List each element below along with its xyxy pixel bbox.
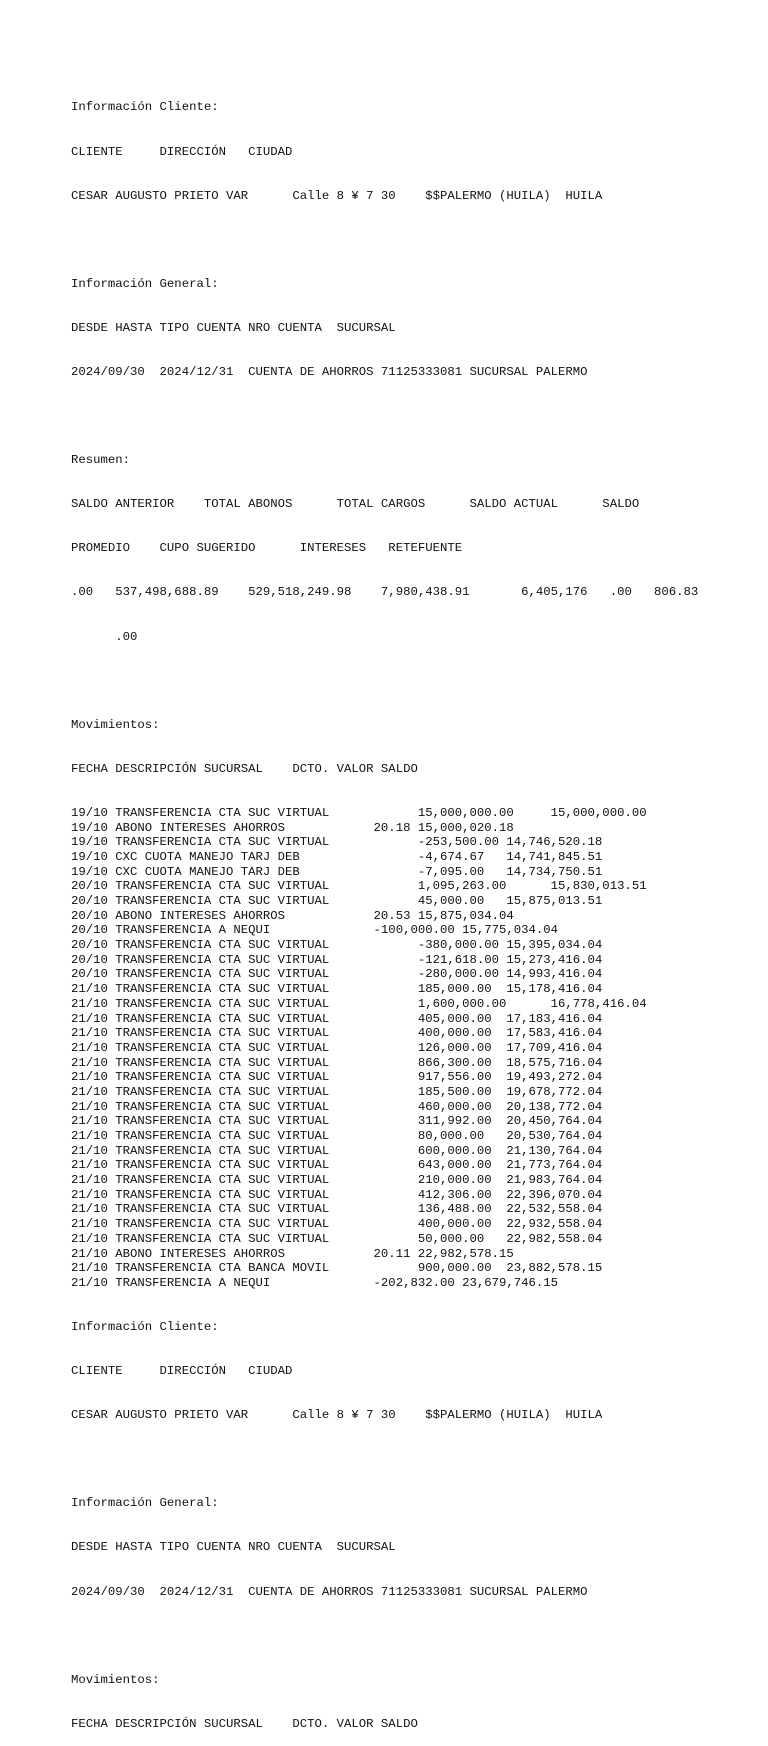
- movimiento-row: 21/10 TRANSFERENCIA CTA SUC VIRTUAL 643,000.00 21,773,764.04: [71, 1158, 603, 1173]
- movimiento-row: 21/10 TRANSFERENCIA CTA SUC VIRTUAL 400,000.00 17,583,416.04: [71, 1026, 603, 1041]
- movimiento-row: 21/10 TRANSFERENCIA CTA SUC VIRTUAL 210,000.00 21,983,764.04: [71, 1173, 603, 1188]
- movimiento-row: 21/10 TRANSFERENCIA CTA SUC VIRTUAL 405,000.00 17,183,416.04: [71, 1011, 603, 1026]
- cliente-header-row: CLIENTE DIRECCIÓN CIUDAD: [71, 144, 293, 159]
- movimiento-row: 21/10 TRANSFERENCIA CTA SUC VIRTUAL 80,000.00 20,530,764.04: [71, 1129, 603, 1144]
- movimiento-row: 20/10 TRANSFERENCIA CTA SUC VIRTUAL -121,618.00 15,273,416.04: [71, 952, 603, 967]
- movimiento-row: 21/10 TRANSFERENCIA CTA BANCA MOVIL 900,000.00 23,882,578.15: [71, 1261, 603, 1276]
- movimiento-row: 20/10 TRANSFERENCIA A NEQUI -100,000.00 15,775,034.04: [71, 923, 559, 938]
- cliente-data-row: CESAR AUGUSTO PRIETO VAR Calle 8 ¥ 7 30 $$PALERMO (HUILA) HUILA: [71, 1408, 603, 1423]
- spacer: [71, 233, 761, 248]
- general-section-title: Información General:: [71, 1496, 219, 1511]
- movimiento-row: 21/10 TRANSFERENCIA CTA SUC VIRTUAL 50,000.00 22,982,558.04: [71, 1231, 603, 1246]
- movimiento-row: 21/10 TRANSFERENCIA CTA SUC VIRTUAL 460,000.00 20,138,772.04: [71, 1099, 603, 1114]
- movimiento-row: 21/10 TRANSFERENCIA CTA SUC VIRTUAL 1,600,000.00 16,778,416.04: [71, 996, 647, 1011]
- movimiento-row: 21/10 TRANSFERENCIA CTA SUC VIRTUAL 866,300.00 18,575,716.04: [71, 1055, 603, 1070]
- spacer: [71, 409, 761, 424]
- spacer: [71, 1629, 761, 1644]
- resumen-section-title: Resumen:: [71, 453, 131, 468]
- movimiento-row: 21/10 TRANSFERENCIA A NEQUI -202,832.00 23,679,746.15: [71, 1275, 559, 1290]
- movimientos-section-title: Movimientos:: [71, 717, 160, 732]
- movimiento-row: 19/10 CXC CUOTA MANEJO TARJ DEB -4,674.67 14,741,845.51: [71, 849, 603, 864]
- movimiento-row: 21/10 TRANSFERENCIA CTA SUC VIRTUAL 400,000.00 22,932,558.04: [71, 1217, 603, 1232]
- cliente-section-title: Información Cliente:: [71, 1320, 219, 1334]
- resumen-data-row: .00 537,498,688.89 529,518,249.98 7,980,438.91 6,405,176 .00 806.83: [71, 585, 699, 600]
- movimiento-row: 19/10 ABONO INTERESES AHORROS 20.18 15,000,020.18: [71, 820, 514, 835]
- movimiento-row: 21/10 ABONO INTERESES AHORROS 20.11 22,982,578.15: [71, 1246, 514, 1261]
- movimientos-header-row: FECHA DESCRIPCIÓN SUCURSAL DCTO. VALOR SALDO: [71, 1716, 418, 1731]
- movimiento-row: 19/10 CXC CUOTA MANEJO TARJ DEB -7,095.00 14,734,750.51: [71, 864, 603, 879]
- movimiento-row: 20/10 TRANSFERENCIA CTA SUC VIRTUAL 1,095,263.00 15,830,013.51: [71, 879, 647, 894]
- movimientos-header-row: FECHA DESCRIPCIÓN SUCURSAL DCTO. VALOR SALDO: [71, 761, 418, 776]
- resumen-header-row: PROMEDIO CUPO SUGERIDO INTERESES RETEFUENTE: [71, 541, 463, 556]
- resumen-header-row: SALDO ANTERIOR TOTAL ABONOS TOTAL CARGOS SALDO ACTUAL SALDO: [71, 497, 640, 512]
- general-data-row: 2024/09/30 2024/12/31 CUENTA DE AHORROS 71125333081 SUCURSAL PALERMO: [71, 364, 588, 379]
- movimiento-row: 21/10 TRANSFERENCIA CTA SUC VIRTUAL 126,000.00 17,709,416.04: [71, 1040, 603, 1055]
- movimiento-row: 21/10 TRANSFERENCIA CTA SUC VIRTUAL 917,556.00 19,493,272.04: [71, 1070, 603, 1085]
- movimiento-row: 21/10 TRANSFERENCIA CTA SUC VIRTUAL 600,000.00 21,130,764.04: [71, 1143, 603, 1158]
- movimientos-list: [71, 806, 761, 1291]
- spacer: [71, 674, 761, 689]
- movimiento-row: 21/10 TRANSFERENCIA CTA SUC VIRTUAL 136,488.00 22,532,558.04: [71, 1202, 603, 1217]
- resumen-data-row: .00: [71, 629, 138, 644]
- general-header-row: DESDE HASTA TIPO CUENTA NRO CUENTA SUCURSAL: [71, 1540, 396, 1555]
- movimiento-row: 20/10 TRANSFERENCIA CTA SUC VIRTUAL -380,000.00 15,395,034.04: [71, 938, 603, 953]
- movimiento-row: 20/10 ABONO INTERESES AHORROS 20.53 15,875,034.04: [71, 908, 514, 923]
- movimiento-row: 21/10 TRANSFERENCIA CTA SUC VIRTUAL 185,500.00 19,678,772.04: [71, 1084, 603, 1099]
- statement-page: [71, 71, 761, 1746]
- movimiento-row: 20/10 TRANSFERENCIA CTA SUC VIRTUAL 45,000.00 15,875,013.51: [71, 894, 603, 909]
- cliente-section-title: Información Cliente:: [71, 100, 219, 115]
- cliente-header-row: CLIENTE DIRECCIÓN CIUDAD: [71, 1364, 293, 1379]
- spacer: [71, 1452, 761, 1467]
- movimiento-row: 21/10 TRANSFERENCIA CTA SUC VIRTUAL 311,992.00 20,450,764.04: [71, 1114, 603, 1129]
- movimiento-row: 21/10 TRANSFERENCIA CTA SUC VIRTUAL 412,306.00 22,396,070.04: [71, 1187, 603, 1202]
- movimiento-row: 20/10 TRANSFERENCIA CTA SUC VIRTUAL -280,000.00 14,993,416.04: [71, 967, 603, 982]
- movimiento-row: 19/10 TRANSFERENCIA CTA SUC VIRTUAL 15,000,000.00 15,000,000.00: [71, 805, 647, 820]
- general-data-row: 2024/09/30 2024/12/31 CUENTA DE AHORROS 71125333081 SUCURSAL PALERMO: [71, 1584, 588, 1599]
- general-header-row: DESDE HASTA TIPO CUENTA NRO CUENTA SUCURSAL: [71, 320, 396, 335]
- movimiento-row: 21/10 TRANSFERENCIA CTA SUC VIRTUAL 185,000.00 15,178,416.04: [71, 982, 603, 997]
- cliente-data-row: CESAR AUGUSTO PRIETO VAR Calle 8 ¥ 7 30 $$PALERMO (HUILA) HUILA: [71, 188, 603, 203]
- general-section-title: Información General:: [71, 276, 219, 291]
- movimiento-row: 19/10 TRANSFERENCIA CTA SUC VIRTUAL -253,500.00 14,746,520.18: [71, 835, 603, 850]
- movimientos-section-title: Movimientos:: [71, 1672, 160, 1687]
